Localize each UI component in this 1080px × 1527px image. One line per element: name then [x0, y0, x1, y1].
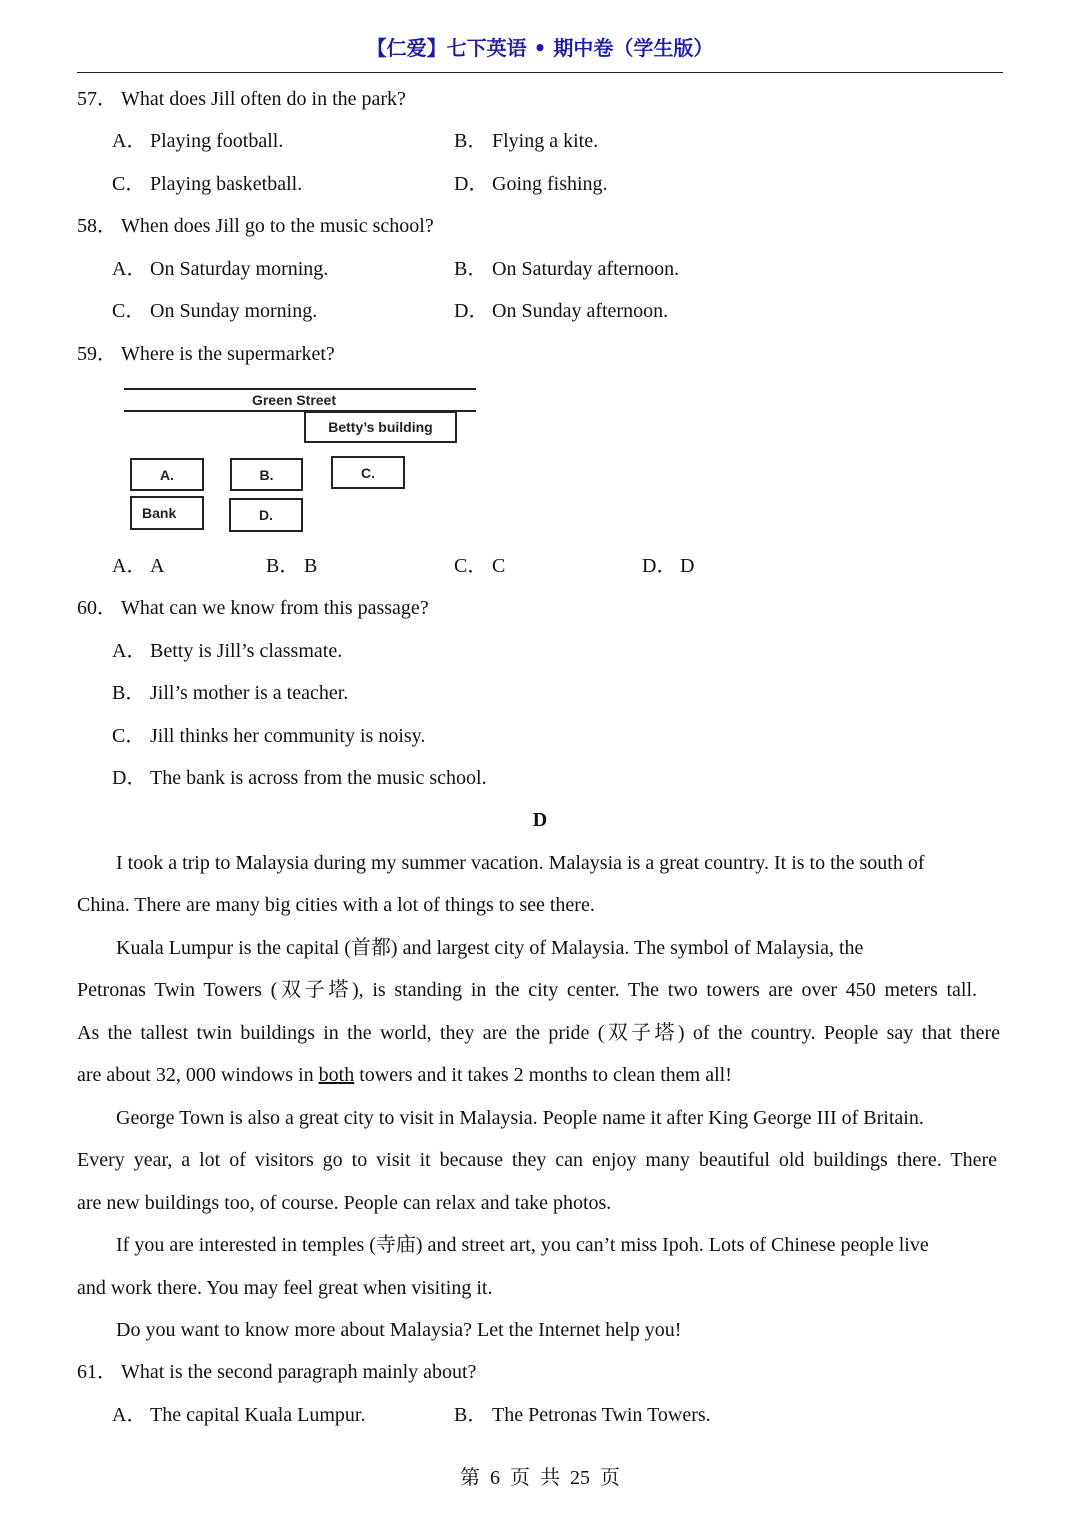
question-59: [77, 341, 335, 367]
question-58: [77, 213, 434, 239]
option-text: Betty is Jill’s classmate.: [150, 640, 343, 662]
question-text: What can we know from this passage?: [121, 597, 429, 619]
option-label: C．: [454, 555, 488, 577]
passage-line: If you are interested in temples (寺庙) and street art, you can’t miss Ipoh. Lots of Chinese people live: [116, 1234, 929, 1256]
option-60-a: [112, 638, 342, 664]
option-text: On Sunday morning.: [150, 300, 318, 322]
option-text: Jill thinks her community is noisy.: [150, 725, 426, 747]
passage-line: Every year, a lot of visitors go to visit it because they can enjoy many beautiful old buildings there. There: [77, 1149, 997, 1171]
option-text: Jill’s mother is a teacher.: [150, 682, 349, 704]
option-text: On Saturday afternoon.: [492, 258, 680, 280]
question-57: [77, 86, 406, 112]
passage-line: Do you want to know more about Malaysia? Let the Internet help you!: [116, 1319, 682, 1341]
option-57-c: [112, 171, 302, 197]
option-text: The capital Kuala Lumpur.: [150, 1404, 366, 1426]
section-heading: D: [532, 809, 548, 831]
question-text: When does Jill go to the music school?: [121, 215, 434, 237]
text-segment: are about 32, 000 windows in: [77, 1064, 319, 1086]
option-label: C．: [112, 173, 146, 195]
option-59-c: [454, 553, 505, 579]
building-d: D.: [229, 498, 303, 532]
passage-line: Petronas Twin Towers (双子塔), is standing in the city center. The two towers are over 450 meters tall.: [77, 979, 977, 1001]
option-label: B．: [112, 682, 146, 704]
header-divider: [77, 72, 1003, 73]
question-number: 60．: [77, 597, 117, 619]
option-label: C．: [112, 300, 146, 322]
option-59-a: [112, 553, 164, 579]
passage-line: [77, 1062, 732, 1088]
option-text: On Saturday morning.: [150, 258, 329, 280]
option-57-a: [112, 128, 283, 154]
question-number: 58．: [77, 215, 117, 237]
betty-building: Betty’s building: [304, 411, 457, 443]
option-label: A．: [112, 130, 147, 152]
option-60-d: [112, 765, 487, 791]
option-61-b: [454, 1402, 711, 1428]
question-number: 59．: [77, 343, 117, 365]
question-number: 57．: [77, 88, 117, 110]
question-text: What does Jill often do in the park?: [121, 88, 406, 110]
option-label: B．: [454, 258, 488, 280]
option-label: A．: [112, 258, 147, 280]
option-label: A．: [112, 1404, 147, 1426]
passage-line: and work there. You may feel great when visiting it.: [77, 1277, 493, 1299]
passage-line: are new buildings too, of course. People can relax and take photos.: [77, 1192, 612, 1214]
option-59-b: [266, 553, 317, 579]
passage-line: George Town is also a great city to visit in Malaysia. People name it after King George III of Britain.: [116, 1107, 924, 1129]
passage-line: I took a trip to Malaysia during my summer vacation. Malaysia is a great country. It is to the south of: [116, 852, 925, 874]
option-58-c: [112, 298, 317, 324]
option-59-d: [642, 553, 694, 579]
street-edge-top: [124, 388, 476, 390]
option-text: The Petronas Twin Towers.: [492, 1404, 711, 1426]
bank-building: Bank: [130, 496, 204, 530]
option-text: D: [680, 555, 695, 577]
option-58-b: [454, 256, 679, 282]
option-label: B．: [454, 130, 488, 152]
option-text: On Sunday afternoon.: [492, 300, 669, 322]
option-text: B: [304, 555, 318, 577]
question-text: What is the second paragraph mainly about?: [121, 1361, 477, 1383]
text-segment: towers and it takes 2 months to clean them all!: [354, 1064, 732, 1086]
option-57-d: [454, 171, 608, 197]
option-61-a: [112, 1402, 365, 1428]
option-57-b: [454, 128, 598, 154]
underlined-word: both: [318, 1064, 355, 1086]
option-text: Playing basketball.: [150, 173, 303, 195]
option-text: Playing football.: [150, 130, 284, 152]
option-60-c: [112, 723, 425, 749]
option-label: A．: [112, 555, 147, 577]
question-60: [77, 595, 429, 621]
question-61: [77, 1359, 476, 1385]
option-text: A: [150, 555, 165, 577]
option-label: A．: [112, 640, 147, 662]
option-60-b: [112, 680, 348, 706]
building-b: B.: [230, 458, 303, 491]
option-text: The bank is across from the music school.: [150, 767, 487, 789]
option-label: D．: [454, 300, 489, 322]
page-number: 第 6 页 共 25 页: [460, 1467, 620, 1489]
passage-line: As the tallest twin buildings in the world, they are the pride (双子塔) of the country. People say that there: [77, 1022, 1000, 1044]
option-58-a: [112, 256, 328, 282]
option-label: D．: [642, 555, 677, 577]
option-label: D．: [112, 767, 147, 789]
option-text: Going fishing.: [492, 173, 608, 195]
passage-line: Kuala Lumpur is the capital (首都) and largest city of Malaysia. The symbol of Malaysia, the: [116, 937, 864, 959]
building-a: A.: [130, 458, 204, 491]
option-label: B．: [266, 555, 300, 577]
option-58-d: [454, 298, 668, 324]
option-text: C: [492, 555, 506, 577]
header-title: 【仁爱】七下英语 • 期中卷（学生版）: [366, 36, 714, 60]
passage-line: China. There are many big cities with a lot of things to see there.: [77, 894, 595, 916]
option-label: C．: [112, 725, 146, 747]
option-label: B．: [454, 1404, 488, 1426]
question-text: Where is the supermarket?: [121, 343, 335, 365]
option-text: Flying a kite.: [492, 130, 599, 152]
street-map-diagram: [110, 380, 490, 540]
building-c: C.: [331, 456, 405, 489]
option-label: D．: [454, 173, 489, 195]
question-number: 61．: [77, 1361, 117, 1383]
street-label: Green Street: [251, 392, 337, 408]
